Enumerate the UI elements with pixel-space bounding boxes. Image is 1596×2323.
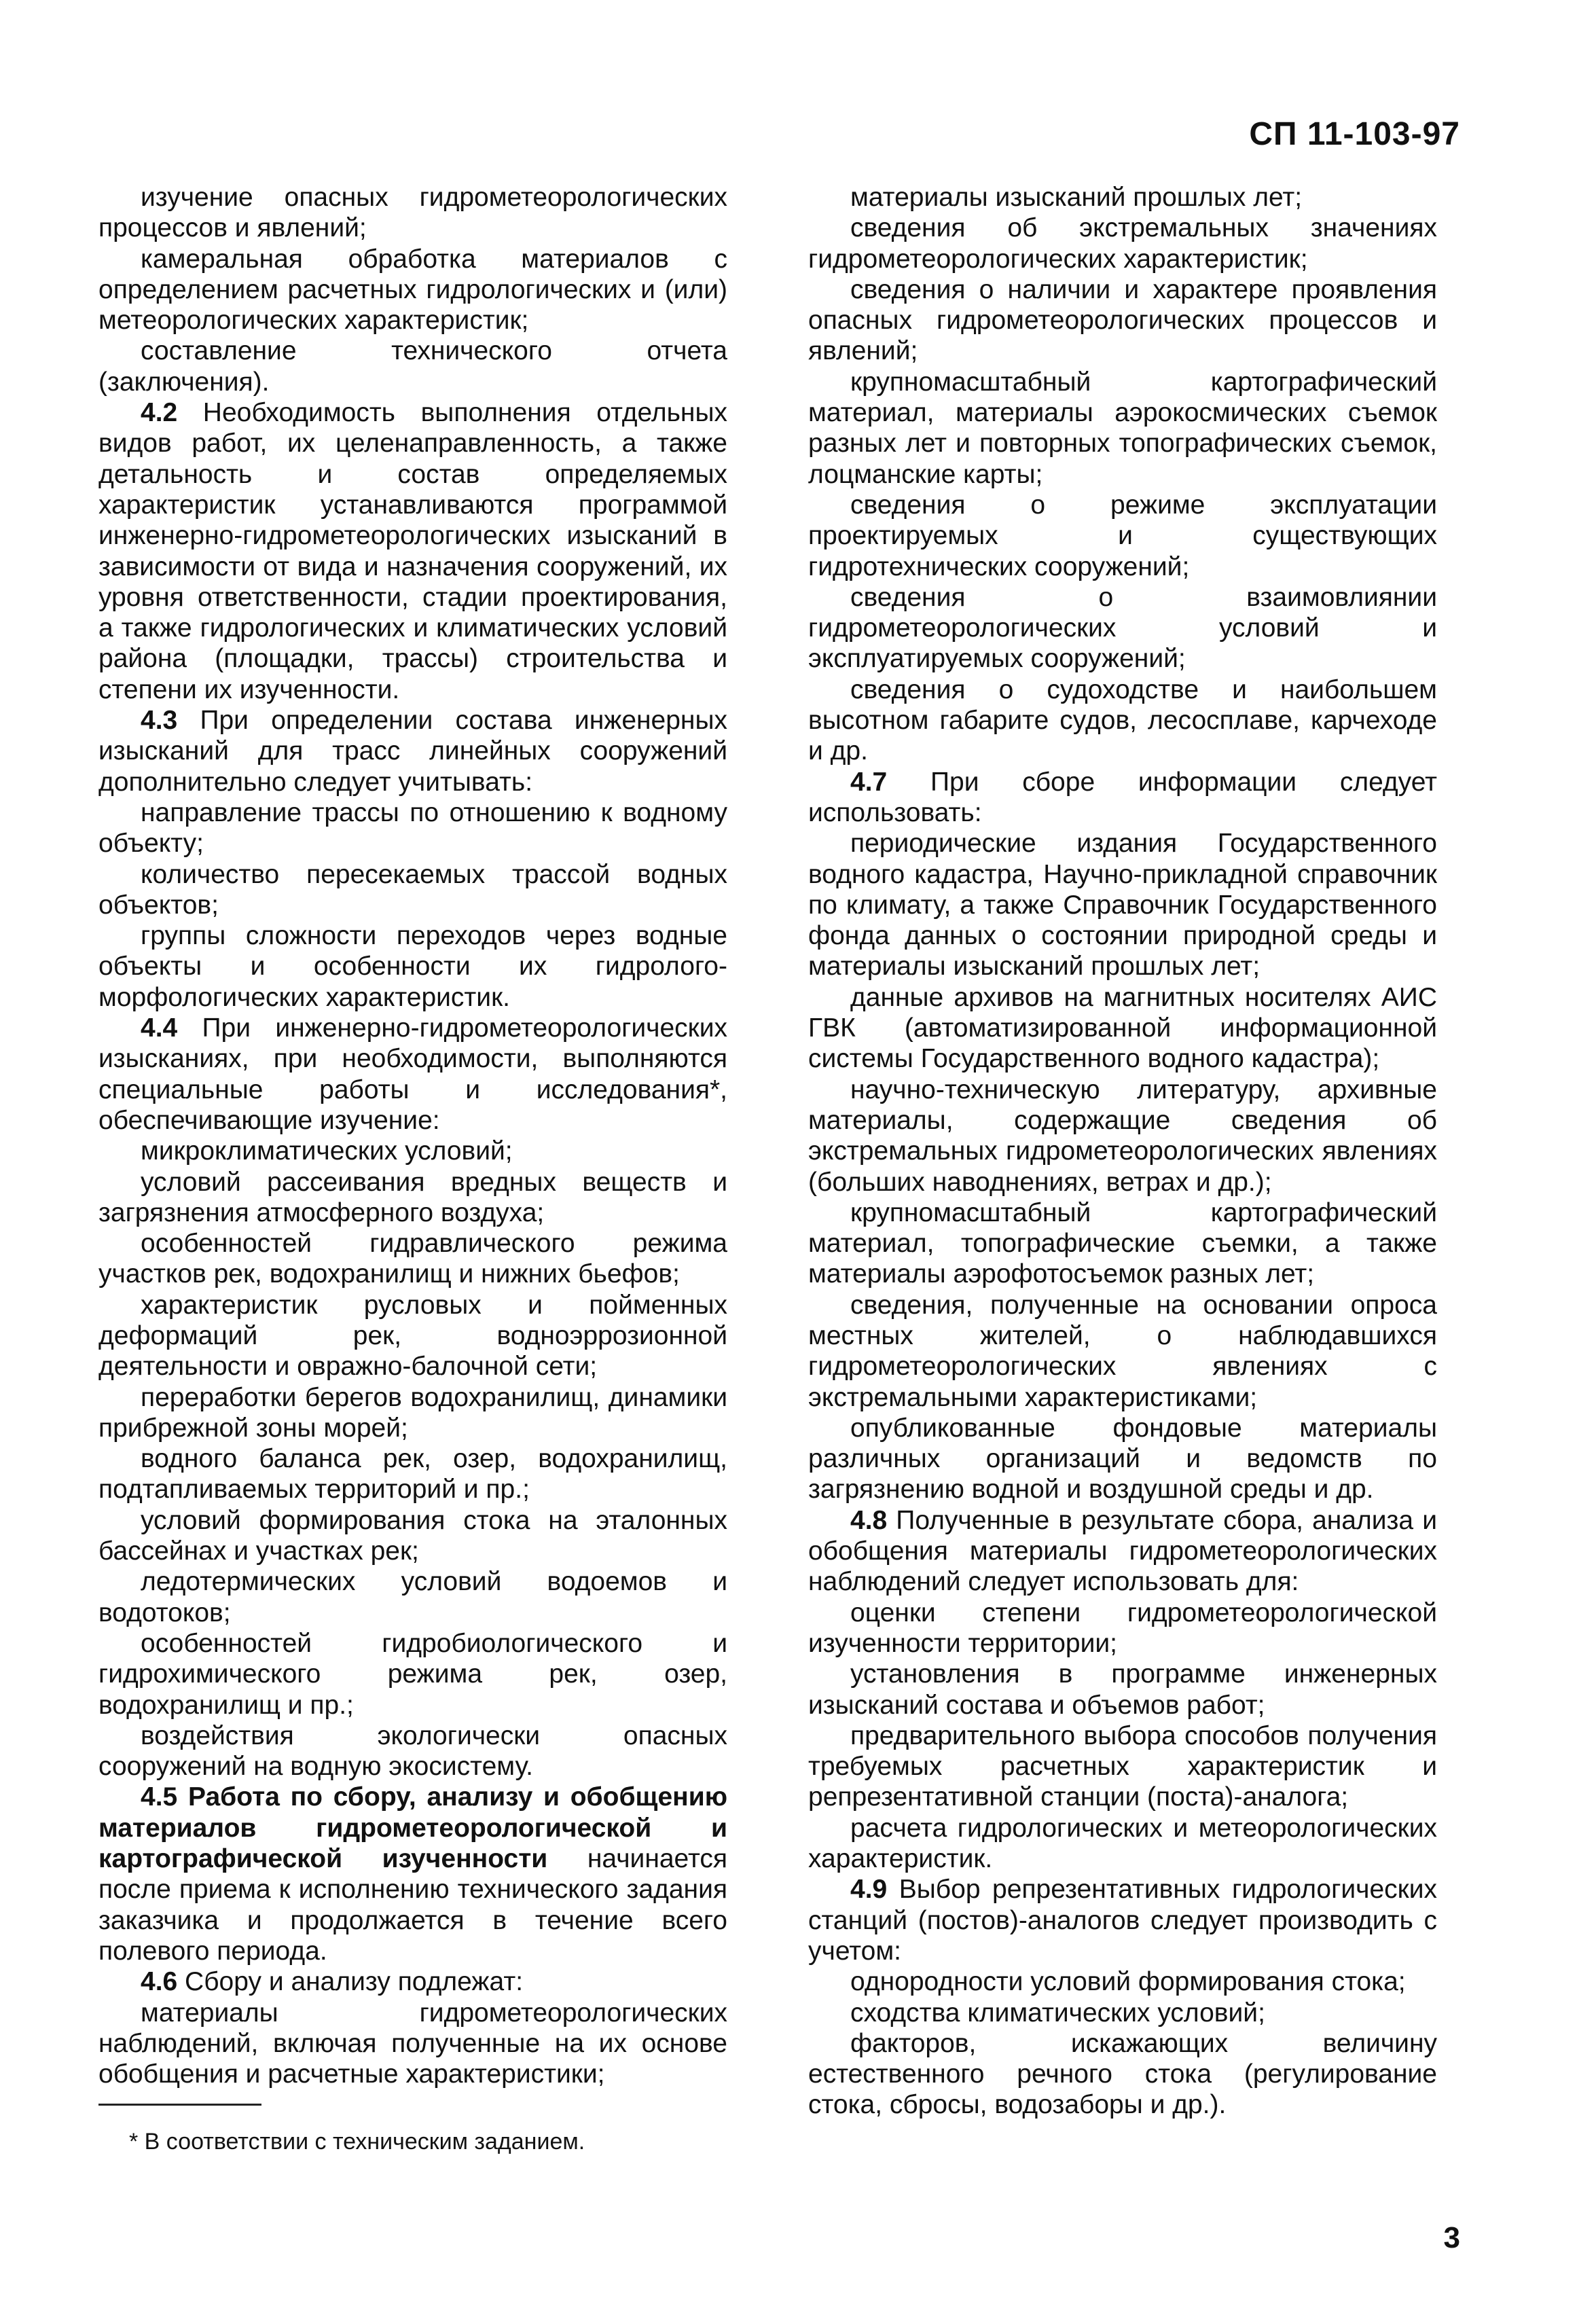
paragraph-text: научно-техническую литературу, архивные материалы, содержащие сведения об экстремальных гидрометеорологических явлениях (больших наводнениях, ветрах и др.); (808, 1075, 1437, 1197)
clause-number: 4.4 (141, 1013, 178, 1043)
paragraph-text: переработки берегов водохранилищ, динамики прибрежной зоны морей; (98, 1382, 727, 1443)
paragraph (808, 1874, 1437, 1966)
paragraph-text: однородности условий формирования стока; (850, 1967, 1406, 1997)
paragraph (98, 1290, 727, 1382)
left-column (98, 182, 727, 2089)
paragraph-text: опубликованные фондовые материалы различных организаций и ведомств по загрязнению водной и воздушной среды и др. (808, 1413, 1437, 1505)
paragraph (98, 859, 727, 921)
clause-number: 4.8 (850, 1505, 888, 1535)
paragraph (808, 182, 1437, 213)
paragraph-text: сведения о наличии и характере проявления опасных гидрометеорологических процессов и явлений; (808, 274, 1437, 366)
paragraph (808, 1966, 1437, 1997)
paragraph-text: При определении состава инженерных изысканий для трасс линейных сооружений дополнительно следует учитывать: (98, 706, 727, 797)
paragraph-text: Сбору и анализу подлежат: (177, 1967, 524, 1997)
page-number: 3 (1443, 2221, 1460, 2254)
paragraph-text: сведения о взаимовлиянии гидрометеорологических условий и эксплуатируемых сооружений; (808, 582, 1437, 674)
paragraph-text: установления в программе инженерных изысканий состава и объемов работ; (808, 1659, 1437, 1720)
paragraph (98, 1382, 727, 1444)
paragraph (98, 182, 727, 244)
paragraph (808, 213, 1437, 274)
paragraph (98, 1566, 727, 1628)
paragraph-text: количество пересекаемых трассой водных объектов; (98, 859, 727, 920)
paragraph (98, 1167, 727, 1229)
paragraph-text: Полученные в результате сбора, анализа и обобщения материалы гидрометеорологических наблюдений следует использовать для: (808, 1505, 1437, 1597)
clause-number: 4.6 (141, 1967, 178, 1997)
paragraph-text: материалы гидрометеорологических наблюдений, включая полученные на их основе обобщения и расчетные характеристики; (98, 1998, 727, 2089)
paragraph (808, 1413, 1437, 1505)
document-code: СП 11-103-97 (1249, 116, 1460, 152)
paragraph-text: При сборе информации следует использовать: (808, 767, 1437, 827)
paragraph (98, 1443, 727, 1505)
paragraph (808, 490, 1437, 582)
paragraph (808, 274, 1437, 367)
paragraph-text: воздействия экологически опасных сооружений на водную экосистему. (98, 1721, 727, 1782)
paragraph (98, 1136, 727, 1166)
paragraph-text: изучение опасных гидрометеорологических процессов и явлений; (98, 183, 727, 243)
clause-number: 4.9 (850, 1875, 888, 1905)
paragraph-text: группы сложности переходов через водные объекты и особенности их гидролого-морфологических характеристик. (98, 921, 727, 1012)
paragraph-text: сходства климатических условий; (850, 1998, 1265, 2028)
paragraph-text: При инженерно-гидрометеорологических изысканиях, при необходимости, выполняются специальные работы и исследования*, обеспечивающие изучение: (98, 1013, 727, 1135)
paragraph (808, 2028, 1437, 2121)
clause-number: 4.5 (141, 1782, 178, 1812)
paragraph (98, 1013, 727, 1136)
paragraph-text: крупномасштабный картографический материал, топографические съемки, а также материалы аэрофотосъемок разных лет; (808, 1197, 1437, 1289)
paragraph (98, 1721, 727, 1782)
paragraph (808, 1075, 1437, 1197)
paragraph (98, 920, 727, 1013)
footnote-separator (98, 2104, 261, 2106)
paragraph (808, 1721, 1437, 1813)
paragraph-text: факторов, искажающих величину естественного речного стока (регулирование стока, сбросы, водозаборы и др.). (808, 2028, 1437, 2120)
paragraph-text: сведения о судоходстве и наибольшем высотном габарите судов, лесосплаве, карчеходе и др. (808, 674, 1437, 766)
paragraph-text: особенностей гидравлического режима участков рек, водохранилищ и нижних бьефов; (98, 1229, 727, 1289)
paragraph (808, 1813, 1437, 1875)
paragraph (98, 336, 727, 397)
paragraph-text: материалы изысканий прошлых лет; (850, 183, 1303, 212)
paragraph-text: сведения об экстремальных значениях гидрометеорологических характеристик; (808, 213, 1437, 274)
paragraph-text: направление трассы по отношению к водному объекту; (98, 797, 727, 859)
paragraph (808, 1505, 1437, 1598)
paragraph-text: условий рассеивания вредных веществ и загрязнения атмосферного воздуха; (98, 1167, 727, 1227)
paragraph (808, 1290, 1437, 1413)
paragraph-text: составление технического отчета (заключения). (98, 336, 727, 397)
clause-number: 4.7 (850, 767, 888, 797)
paragraph (808, 367, 1437, 490)
paragraph (98, 797, 727, 859)
paragraph (98, 244, 727, 336)
clause-number: 4.2 (141, 398, 178, 428)
paragraph-text: водного баланса рек, озер, водохранилищ, подтапливаемых территорий и пр.; (98, 1444, 727, 1505)
paragraph (808, 982, 1437, 1075)
paragraph-text: начинается после приема к исполнению технического задания заказчика и продолжается в течение всего полевого периода. (98, 1844, 727, 1966)
paragraph-text: Необходимость выполнения отдельных видов работ, их целенаправленность, а также детальность и состав определяемых характеристик устанавливаются программой инженерно-гидрометеорологических изысканий в зависимости от вида и назначения сооружений, их уровня ответственности, стадии проектирования, а также гидрологических и климатических условий района (площадки, трассы) строительства и степени их изученности. (98, 398, 727, 704)
paragraph-text: характеристик русловых и пойменных деформаций рек, водноэррозионной деятельности и овражно-балочной сети; (98, 1290, 727, 1382)
paragraph (98, 1628, 727, 1721)
paragraph-text: сведения о режиме эксплуатации проектируемых и существующих гидротехнических сооружений; (808, 490, 1437, 581)
paragraph (808, 1659, 1437, 1721)
paragraph (808, 1998, 1437, 2028)
paragraph-text: особенностей гидробиологического и гидрохимического режима рек, озер, водохранилищ и пр.; (98, 1628, 727, 1720)
paragraph (808, 674, 1437, 767)
paragraph-text: оценки степени гидрометеорологической изученности территории; (808, 1598, 1437, 1658)
right-column (808, 182, 1437, 2121)
paragraph-text: периодические издания Государственного водного кадастра, Научно-прикладной справочник по климату, а также Справочник Государственного фонда данных о состоянии природной среды и материалы изысканий прошлых лет; (808, 829, 1437, 982)
paragraph-text: расчета гидрологических и метеорологических характеристик. (808, 1813, 1437, 1874)
paragraph (98, 1998, 727, 2090)
paragraph-text: ледотермических условий водоемов и водотоков; (98, 1567, 727, 1627)
paragraph-text: микроклиматических условий; (141, 1136, 513, 1166)
paragraph (98, 1505, 727, 1567)
paragraph (808, 1598, 1437, 1659)
footnote: * В соответствии с техническим заданием. (129, 2129, 585, 2155)
paragraph-text: данные архивов на магнитных носителях АИС ГВК (автоматизированной информационной системы Государственного водного кадастра); (808, 982, 1437, 1074)
paragraph (808, 582, 1437, 674)
paragraph (808, 828, 1437, 982)
paragraph (98, 1966, 727, 1997)
paragraph-text: Выбор репрезентативных гидрологических станций (постов)-аналогов следует производить с учетом: (808, 1875, 1437, 1966)
paragraph-text: крупномасштабный картографический материал, материалы аэрокосмических съемок разных лет и повторных топографических съемок, лоцманские карты; (808, 367, 1437, 489)
paragraph (808, 1197, 1437, 1290)
paragraph (98, 705, 727, 797)
clause-number: 4.3 (141, 706, 178, 736)
clause-heading: Работа по сбору, анализу и обобщению материалов гидрометеорологической и картографической изученности (98, 1782, 727, 1874)
paragraph-text: сведения, полученные на основании опроса местных жителей, о наблюдавшихся гидрометеорологических явлениях с экстремальными характеристиками; (808, 1290, 1437, 1412)
paragraph (808, 767, 1437, 829)
paragraph-text: условий формирования стока на эталонных бассейнах и участках рек; (98, 1505, 727, 1566)
paragraph-text: камеральная обработка материалов с определением расчетных гидрологических и (или) метеорологических характеристик; (98, 244, 727, 336)
paragraph (98, 1782, 727, 1966)
paragraph (98, 397, 727, 705)
paragraph-text: предварительного выбора способов получения требуемых расчетных характеристик и репрезентативной станции (поста)-аналога; (808, 1721, 1437, 1812)
paragraph (98, 1228, 727, 1290)
